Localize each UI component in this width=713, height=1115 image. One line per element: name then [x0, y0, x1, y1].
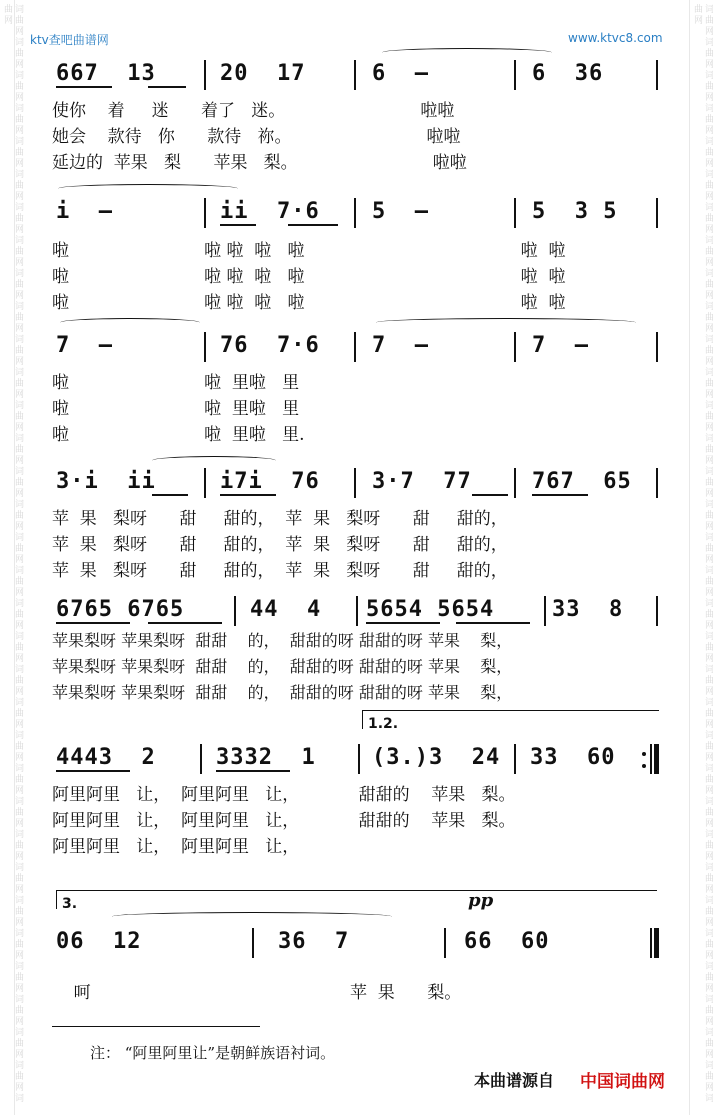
- measure: 33 8: [552, 597, 624, 622]
- right-watermark-strip: [689, 0, 713, 1115]
- final-bar: [654, 928, 659, 958]
- beam: [148, 86, 186, 88]
- notation-row: [52, 196, 658, 230]
- measure: (3.)3 24: [372, 745, 501, 770]
- lyric-line-2: 苹 果 梨呀 甜 甜的， 苹 果 梨呀 甜 甜的，: [52, 535, 508, 555]
- lyric-line-3: 苹果梨呀 苹果梨呀 甜甜 的， 甜甜的呀 甜甜的呀 苹果 梨，: [52, 683, 513, 702]
- bar-line: [204, 198, 206, 228]
- repeat-sign-dots: [642, 752, 646, 768]
- bar-line: [204, 468, 206, 498]
- source-site-link[interactable]: 中国词曲网: [580, 1072, 665, 1092]
- beam: [366, 622, 440, 624]
- beam: [56, 622, 130, 624]
- bar-line: [354, 60, 356, 90]
- measure: 44 4: [250, 597, 322, 622]
- bar-line: [656, 198, 658, 228]
- slur: [382, 48, 552, 57]
- source-label: 本曲谱源自: [474, 1071, 555, 1090]
- lyric-line-2: 啦 啦 里啦 里: [52, 399, 300, 419]
- beam: [288, 224, 338, 226]
- bar-line: [514, 744, 516, 774]
- slur: [112, 912, 392, 921]
- beam: [532, 494, 588, 496]
- lyric-line-3: 啦 啦 里啦 里.: [52, 425, 305, 445]
- measure: 3332 1: [216, 745, 316, 770]
- volta-bracket-3: [56, 890, 657, 909]
- measure: 6 —: [372, 61, 429, 86]
- lyric-line-1: 苹 果 梨呀 甜 甜的， 苹 果 梨呀 甜 甜的，: [52, 509, 508, 529]
- beam: [216, 770, 290, 772]
- left-watermark-strip: [0, 0, 23, 1115]
- bar-line: [650, 928, 652, 958]
- lyric-line-2: 阿里阿里 让， 阿里阿里 让， 甜甜的 苹果 梨。: [52, 811, 516, 831]
- bar-line: [514, 332, 516, 362]
- beam: [152, 494, 188, 496]
- measure: 06 12: [56, 929, 142, 954]
- measure: 667 13: [56, 61, 156, 86]
- watermark-text: 词曲网词曲网词曲网词曲网词曲网词曲网词曲网词曲网词曲网词曲网词曲网词曲网词曲网词曲网词曲网词曲网词曲网词曲网词曲网词曲网词曲网词曲网词曲网词曲网词曲网词曲网词曲网词曲网词曲网词曲网词曲网词曲网词曲网词曲网: [692, 4, 713, 1104]
- lyric-line-1: 啦 啦 里啦 里: [52, 373, 300, 393]
- bar-line: [234, 596, 236, 626]
- lyric-line-3: 阿里阿里 让， 阿里阿里 让，: [52, 837, 300, 857]
- measure: i —: [56, 199, 113, 224]
- bar-line: [656, 332, 658, 362]
- lyric-line-1: 使你 着 迷 着了 迷。 啦啦: [52, 101, 455, 121]
- bar-line: [358, 744, 360, 774]
- footnote-divider: [52, 1026, 260, 1027]
- beam: [56, 86, 112, 88]
- bar-line: [354, 332, 356, 362]
- notation-row: [52, 926, 658, 960]
- site-logo-left[interactable]: ktv查吧曲谱网: [30, 33, 109, 47]
- watermark-text: 词曲网词曲网词曲网词曲网词曲网词曲网词曲网词曲网词曲网词曲网词曲网词曲网词曲网词曲网词曲网词曲网词曲网词曲网词曲网词曲网词曲网词曲网词曲网词曲网词曲网词曲网词曲网词曲网词曲网词曲网词曲网词曲网词曲网词曲网: [2, 4, 23, 1104]
- bar-line: [656, 468, 658, 498]
- measure: i7i 76: [220, 469, 320, 494]
- measure: 6765 6765: [56, 597, 185, 622]
- slur: [58, 184, 238, 193]
- bar-line: [656, 60, 658, 90]
- measure: 767 65: [532, 469, 632, 494]
- beam: [472, 494, 508, 496]
- bar-line: [354, 468, 356, 498]
- footnote: 注： “阿里阿里让”是朝鲜族语衬词。: [90, 1044, 336, 1062]
- bar-line: [444, 928, 446, 958]
- bar-line: [544, 596, 546, 626]
- lyric-line-2: 苹果梨呀 苹果梨呀 甜甜 的， 甜甜的呀 甜甜的呀 苹果 梨，: [52, 657, 513, 676]
- measure: 4443 2: [56, 745, 156, 770]
- measure: 33 60: [530, 745, 616, 770]
- site-url-right[interactable]: www.ktvc8.com: [568, 31, 663, 45]
- bar-line: [356, 596, 358, 626]
- lyric-line-3: 啦 啦 啦 啦 啦 啦 啦: [52, 293, 566, 313]
- measure: 7 —: [532, 333, 589, 358]
- notation-row: [52, 594, 658, 628]
- bar-line: [252, 928, 254, 958]
- bar-line: [200, 744, 202, 774]
- lyric-line-1: 啦 啦 啦 啦 啦 啦 啦: [52, 241, 566, 261]
- measure: 76 7·6: [220, 333, 320, 358]
- notation-row: [52, 742, 658, 776]
- notation-row: [52, 466, 658, 500]
- measure: 36 7: [278, 929, 350, 954]
- measure: 20 17: [220, 61, 306, 86]
- measure: ii 7·6: [220, 199, 320, 224]
- dynamic-marking: pp: [468, 890, 494, 911]
- beam: [148, 622, 222, 624]
- measure: 66 60: [464, 929, 550, 954]
- slur: [60, 318, 200, 327]
- bar-line: [204, 60, 206, 90]
- bar-line: [514, 468, 516, 498]
- beam: [220, 224, 256, 226]
- notation-row: [52, 330, 658, 364]
- lyric-line-1: 呵 苹 果 梨。: [52, 983, 462, 1003]
- volta-label: 3.: [62, 896, 78, 912]
- bar-line: [204, 332, 206, 362]
- measure: 7 —: [372, 333, 429, 358]
- lyric-line-1: 苹果梨呀 苹果梨呀 甜甜 的， 甜甜的呀 甜甜的呀 苹果 梨，: [52, 631, 513, 650]
- notation-row: [52, 58, 658, 92]
- measure: 5 3 5: [532, 199, 618, 224]
- lyric-line-1: 阿里阿里 让， 阿里阿里 让， 甜甜的 苹果 梨。: [52, 785, 516, 805]
- beam: [220, 494, 276, 496]
- lyric-line-2: 她会 款待 你 款待 祢。 啦啦: [52, 127, 461, 147]
- slur: [152, 456, 276, 465]
- bar-line: [650, 744, 652, 774]
- lyric-line-2: 啦 啦 啦 啦 啦 啦 啦: [52, 267, 566, 287]
- measure: 5654 5654: [366, 597, 495, 622]
- slur: [376, 318, 636, 327]
- bar-line: [656, 596, 658, 626]
- beam: [56, 770, 130, 772]
- lyric-line-3: 苹 果 梨呀 甜 甜的， 苹 果 梨呀 甜 甜的，: [52, 561, 508, 581]
- bar-line: [514, 198, 516, 228]
- measure: 6 36: [532, 61, 604, 86]
- measure: 5 —: [372, 199, 429, 224]
- measure: 3·7 77: [372, 469, 472, 494]
- volta-label: 1.2.: [368, 716, 399, 732]
- bar-line: [514, 60, 516, 90]
- lyric-line-3: 延边的 苹果 梨 苹果 梨。 啦啦: [52, 153, 467, 173]
- volta-bracket-1-2: [362, 710, 659, 729]
- repeat-end-bar: [654, 744, 659, 774]
- measure: 3·i ii: [56, 469, 156, 494]
- bar-line: [354, 198, 356, 228]
- measure: 7 —: [56, 333, 113, 358]
- beam: [456, 622, 530, 624]
